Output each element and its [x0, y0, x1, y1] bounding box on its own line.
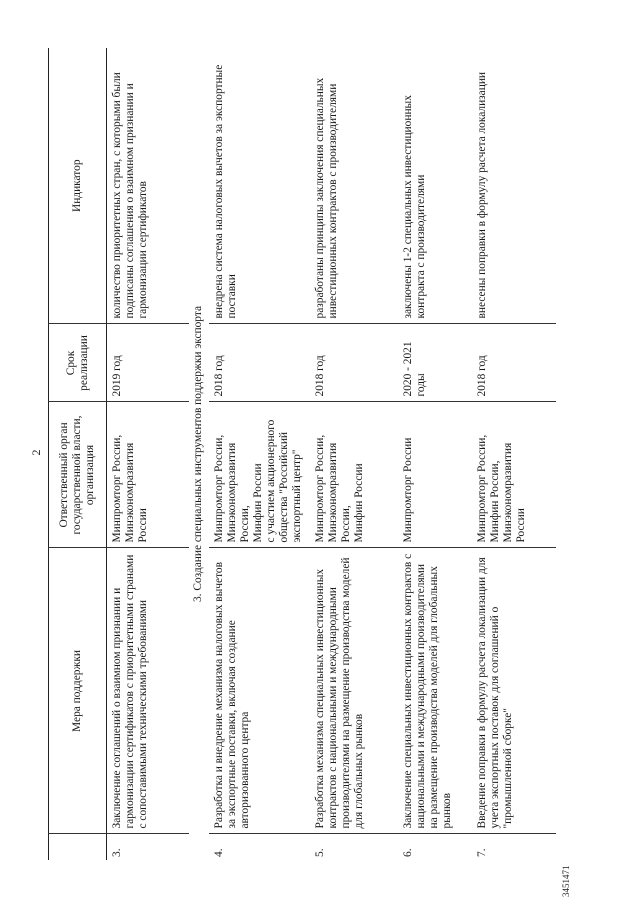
row-number: 4.	[213, 848, 225, 857]
indicator-cell: количество приоритетных стран, с которыми были подписаны соглашения о взаимном признании и гармонизации сертификатов	[107, 48, 190, 324]
table-row	[398, 48, 472, 860]
row-number: 5.	[314, 848, 326, 857]
section-heading: 3. Создание специальных инструментов поддержки экспорта	[192, 305, 204, 603]
row-number: 6.	[402, 848, 414, 857]
measure-cell: Заключение специальных инвестиционных контрактов с национальными и международными производителями на размещение производства моделей для глобальных рынков	[398, 548, 472, 834]
table-row	[209, 48, 310, 860]
table-row	[472, 48, 556, 860]
section-heading-row	[189, 48, 209, 860]
measure-cell: Разработка механизма специальных инвестиционных контрактов с национальными и международными производителями на размещение производства моделей для глобальных рынков	[310, 548, 398, 834]
document-code: 3451471	[561, 865, 571, 897]
measure-cell: Введение поправки в формулу расчета локализации для учета экспортных поставок для соглашений о "промышленной сборке"	[472, 548, 556, 834]
measure-cell: Заключение соглашений о взаимном признании и гармонизации сертификатов с приоритетными странами с сопоставимыми техническими требованиями	[107, 548, 190, 834]
org-cell: Минпромторг России, Минфин России, Минэкономразвития России	[472, 402, 556, 548]
indicator-cell: внесены поправки в формулу расчета локализации	[472, 48, 556, 324]
org-cell: Минпромторг России, Минэкономразвития России, Минфин России	[310, 402, 398, 548]
header-indicator: Индикатор	[49, 48, 107, 324]
table-row	[107, 48, 190, 860]
row-number: 3.	[111, 848, 123, 857]
header-term: Срок реализации	[49, 324, 107, 402]
support-measures-table	[48, 48, 556, 860]
org-cell: Минпромторг России	[398, 402, 472, 548]
header-measure: Мера поддержки	[49, 548, 107, 834]
measure-cell: Разработка и внедрение механизма налоговых вычетов за экспортные поставки, включая создание авторизованного центра	[209, 548, 310, 834]
org-cell: Минпромторг России, Минэкономразвития России	[107, 402, 190, 548]
page-number: 2	[29, 449, 43, 456]
org-cell: Минпромторг России, Минэкономразвития России, Минфин России с участием акционерного общества "Российский экспортный центр"	[209, 402, 310, 548]
table-row	[310, 48, 398, 860]
indicator-cell: разработаны принципы заключения специальных инвестиционных контрактов с производителями	[310, 48, 398, 324]
row-number: 7.	[476, 848, 488, 857]
table-header-row	[49, 48, 107, 860]
term-cell: 2019 год	[107, 324, 190, 402]
term-cell: 2018 год	[209, 324, 310, 402]
indicator-cell: заключены 1-2 специальных инвестиционных контракта с производителями	[398, 48, 472, 324]
indicator-cell: внедрена система налоговых вычетов за экспортные поставки	[209, 48, 310, 324]
header-num	[49, 834, 107, 860]
term-cell: 2018 год	[310, 324, 398, 402]
term-cell: 2020 - 2021 годы	[398, 324, 472, 402]
term-cell: 2018 год	[472, 324, 556, 402]
header-org: Ответственный орган государственной власти, организация	[49, 402, 107, 548]
